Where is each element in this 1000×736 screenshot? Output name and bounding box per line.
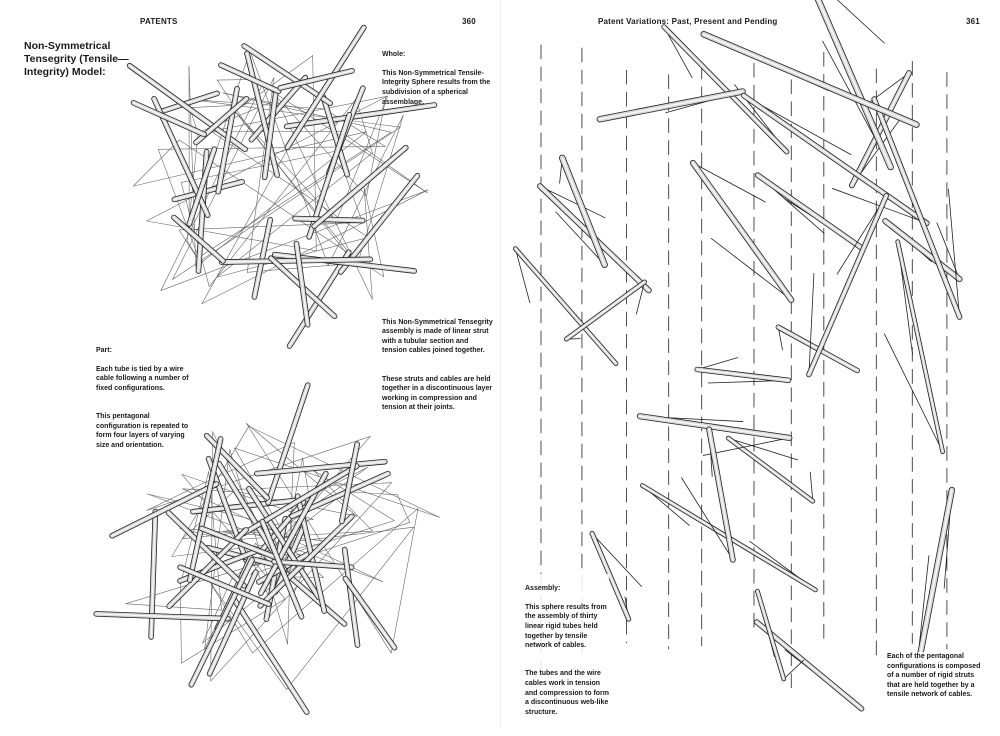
assembly-paragraph: These struts and cables are held together in a discontinuous layer working in compression and tension at their joints. [382, 375, 494, 413]
strut-highlight [342, 444, 357, 521]
running-head: Patent Variations: Past, Present and Pending [598, 17, 778, 26]
strut-highlight [566, 282, 644, 339]
assembly-caption [525, 574, 609, 736]
cable [884, 334, 942, 452]
part-paragraph: This pentagonal configuration is repeated to form four layers of varying size and orientation. [96, 412, 196, 450]
whole-label: Whole: [382, 50, 494, 60]
running-head: PATENTS [140, 17, 178, 26]
strut-highlight [254, 220, 270, 297]
cable [806, 0, 885, 43]
left-page [0, 0, 500, 727]
strut-highlight [758, 175, 862, 248]
strut-highlight [916, 490, 952, 679]
part-label: Part: [96, 346, 196, 356]
strut-highlight [640, 416, 789, 438]
strut-highlight [697, 369, 788, 380]
strut-highlight [235, 600, 307, 712]
assembly-paragraph: The tubes and the wire cables work in tension and compression to form a discontinuous web-like structure. [525, 669, 609, 717]
cable [728, 438, 797, 460]
assembly-paragraph: This sphere results from the assembly of thirty linear rigid tubes held together by tensile network of cables. [525, 603, 609, 651]
whole-caption [382, 40, 494, 117]
assembly-paragraph: This Non-Symmetrical Tensegrity assembly is made of linear strut with a tubular section and tension cables joined together. [382, 318, 494, 356]
strut-highlight [704, 34, 917, 124]
page-number: 360 [462, 17, 476, 26]
assembly-caption [382, 308, 494, 432]
strut-highlight [515, 249, 615, 364]
part-paragraph: Each tube is tied by a wire cable following a number of fixed configurations. [96, 365, 196, 394]
page-number: 361 [966, 17, 980, 26]
pentagonal-caption: Each of the pentagonal configurations is composed of a number of rigid struts that are held together by a tensile network of cables. [887, 652, 983, 700]
strut-highlight [898, 242, 943, 452]
strut-highlight [693, 163, 791, 300]
strut-highlight [757, 591, 783, 679]
strut-highlight [600, 92, 743, 120]
strut-highlight [885, 221, 959, 279]
strut-highlight [174, 182, 242, 200]
cable [356, 99, 372, 153]
cable [133, 140, 179, 186]
cable [391, 508, 418, 653]
right-page [500, 0, 1000, 727]
page-title: Non-Symmetrical Tensegrity (Tensile—Integrity) Model: [24, 40, 134, 79]
strut-highlight [268, 385, 308, 503]
cable [397, 495, 409, 523]
whole-text: This Non-Symmetrical Tensile-Integrity Sphere results from the subdivision of a spherical assemblage. [382, 69, 494, 107]
part-caption [96, 336, 196, 469]
assembly-label: Assembly: [525, 584, 609, 594]
cable [784, 660, 804, 679]
